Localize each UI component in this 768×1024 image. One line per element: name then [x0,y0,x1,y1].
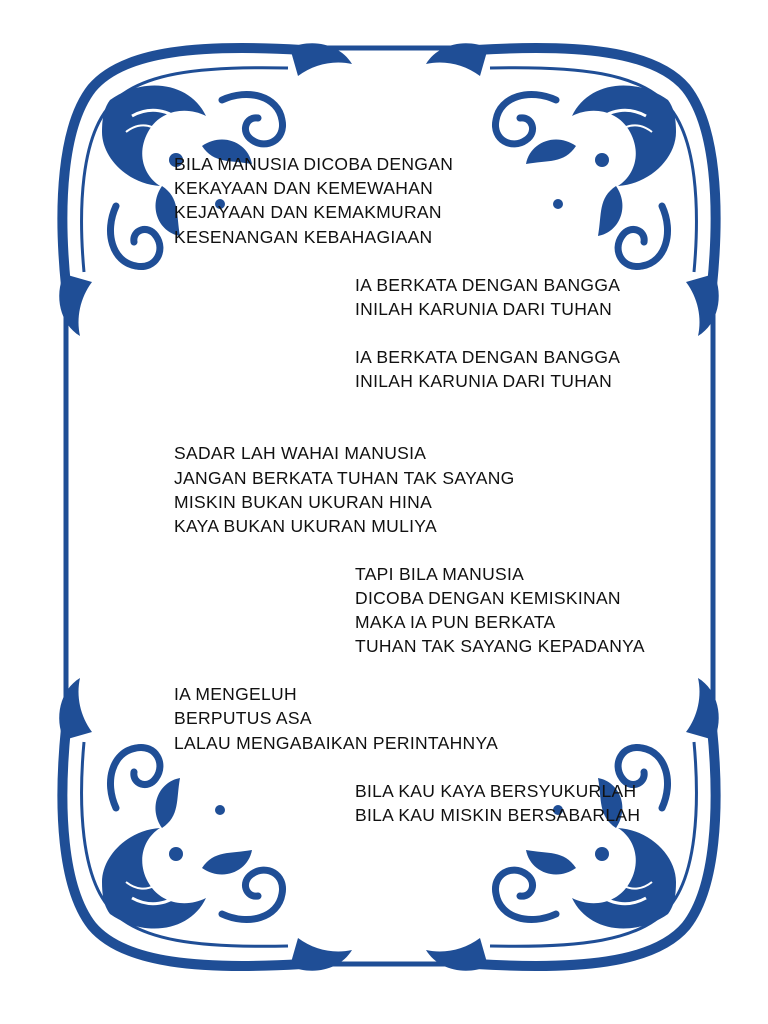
poem-line: BILA MANUSIA DICOBA DENGAN [174,154,454,174]
poem-line: MAKA IA PUN BERKATA [355,612,556,632]
poem-line: JANGAN BERKATA TUHAN TAK SAYANG [174,468,515,488]
poem-line: SADAR LAH WAHAI MANUSIA [174,443,427,463]
poem-line: IA BERKATA DENGAN BANGGA [355,347,621,367]
poem-line: LALAU MENGABAIKAN PERINTAHNYA [174,733,499,753]
poem-line: KESENANGAN KEBAHAGIAAN [174,227,433,247]
poem-line: INILAH KARUNIA DARI TUHAN [355,371,613,391]
poem-line: MISKIN BUKAN UKURAN HINA [174,492,433,512]
poem-line: TAPI BILA MANUSIA [355,564,525,584]
poem-line: BERPUTUS ASA [174,708,312,728]
poem-line: TUHAN TAK SAYANG KEPADANYA [355,636,645,656]
poem-line: KEKAYAAN DAN KEMEWAHAN [174,178,434,198]
poem-line: INILAH KARUNIA DARI TUHAN [355,299,613,319]
poem-line: BILA KAU MISKIN BERSABARLAH [355,805,641,825]
poem-line: BILA KAU KAYA BERSYUKURLAH [355,781,637,801]
poem-line: DICOBA DENGAN KEMISKINAN [355,588,621,608]
poem-line: IA MENGELUH [174,684,297,704]
poem-line: KAYA BUKAN UKURAN MULIYA [174,516,437,536]
poem-line: KEJAYAAN DAN KEMAKMURAN [174,202,442,222]
poem-line: IA BERKATA DENGAN BANGGA [355,275,621,295]
